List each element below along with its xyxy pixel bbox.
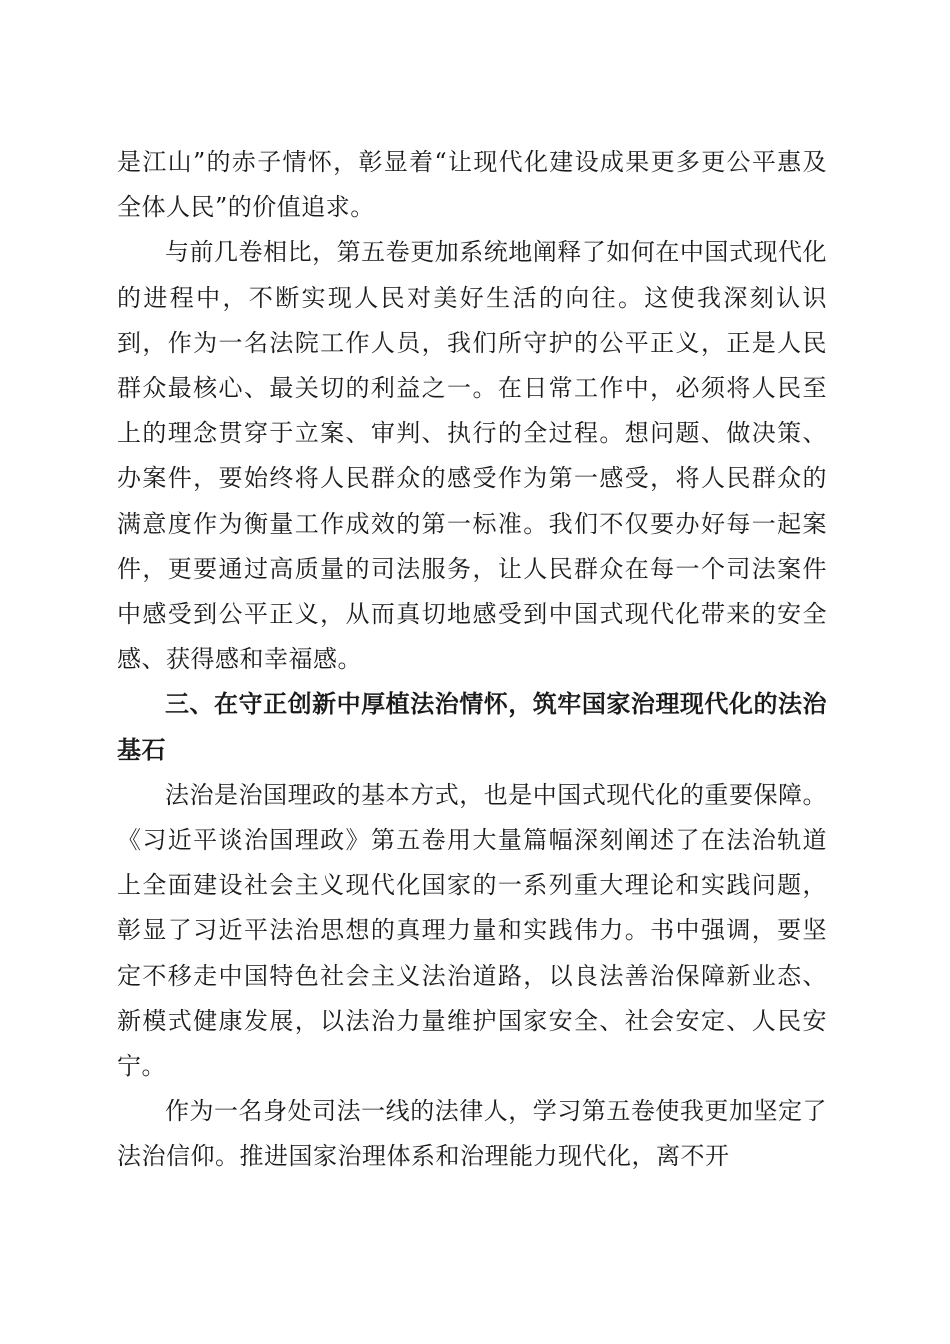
document-body bbox=[117, 140, 827, 1180]
paragraph-continuation: 是江山”的赤子情怀，彰显着“让现代化建设成果更多更公平惠及全体人民”的价值追求。 bbox=[117, 148, 827, 222]
paragraph-rule-of-law: 法治是治国理政的基本方式，也是中国式现代化的重要保障。《习近平谈治国理政》第五卷用大量篇幅深刻阐述了在法治轨道上全面建设社会主义现代化国家的一系列重大理论和实践问题，彰显了习近平法治思想的真理力量和实践伟力。书中强调，要坚定不移走中国特色社会主义法治道路，以良法善治保障新业态、新模式健康发展，以法治力量维护国家安全、社会安定、人民安宁。 bbox=[117, 780, 827, 1081]
paragraph-legal-faith: 作为一名身处司法一线的法律人，学习第五卷使我更加坚定了法治信仰。推进国家治理体系和治理能力现代化，离不开 bbox=[117, 1097, 827, 1171]
paragraph-people-centered: 与前几卷相比，第五卷更加系统地阐释了如何在中国式现代化的进程中，不断实现人民对美好生活的向往。这使我深刻认识到，作为一名法院工作人员，我们所守护的公平正义，正是人民群众最核心、最关切的利益之一。在日常工作中，必须将人民至上的理念贯穿于立案、审判、执行的全过程。想问题、做决策、办案件，要始终将人民群众的感受作为第一感受，将人民群众的满意度作为衡量工作成效的第一标准。我们不仅要办好每一起案件，更要通过高质量的司法服务，让人民群众在每一个司法案件中感受到公平正义，从而真切地感受到中国式现代化带来的安全感、获得感和幸福感。 bbox=[117, 238, 827, 674]
section-heading-3: 三、在守正创新中厚植法治情怀，筑牢国家治理现代化的法治基石 bbox=[117, 690, 827, 764]
